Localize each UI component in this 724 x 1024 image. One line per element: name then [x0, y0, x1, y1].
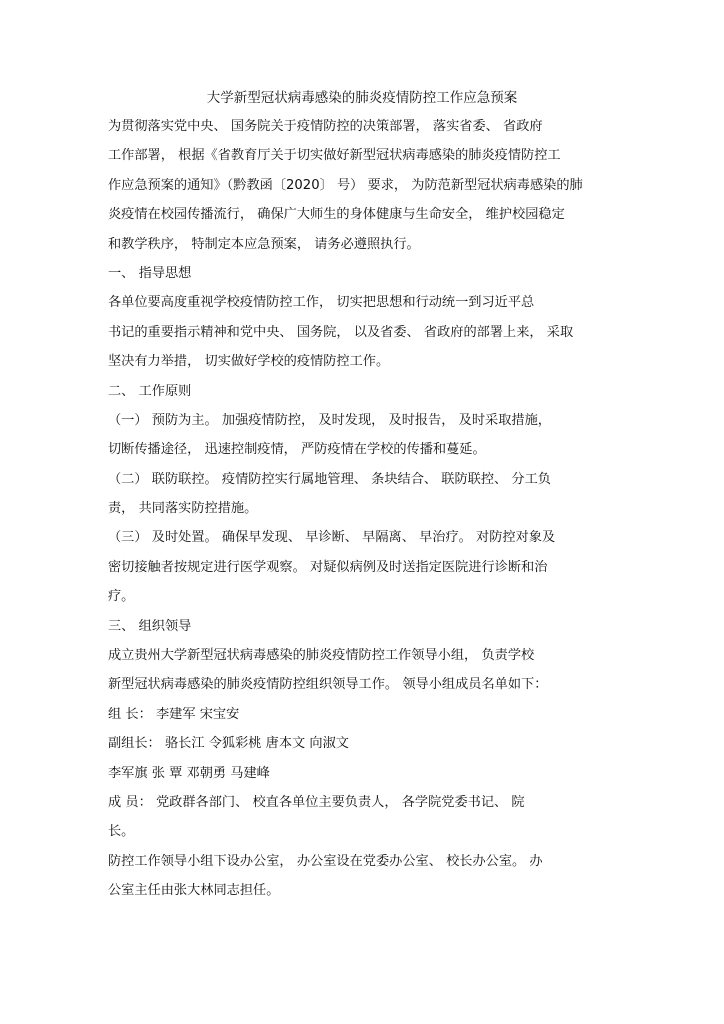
document-body: [108, 116, 708, 910]
paragraph-line: 作应急预案的通知》（黔教函〔2020〕 号） 要求， 为防范新型冠状病毒感染的肺: [108, 177, 583, 193]
paragraph-line: 切断传播途径， 迅速控制疫情， 严防疫情在学校的传播和蔓延。: [108, 442, 486, 458]
paragraph-line: 成 员： 党政群各部门、 校直各单位主要负责人， 各学院党委书记、 院: [108, 794, 525, 810]
section-heading: 一、 指导思想: [108, 265, 192, 281]
document-title: 大学新型冠状病毒感染的肺炎疫情防控工作应急预案: [206, 90, 518, 106]
paragraph-line: 炎疫情在校园传播流行， 确保广大师生的身体健康与生命安全， 维护校园稳定: [108, 207, 565, 223]
paragraph-line: 和教学秩序， 特制定本应急预案， 请务必遵照执行。: [108, 236, 420, 252]
paragraph-line: 长。: [108, 824, 135, 840]
paragraph-line: 成立贵州大学新型冠状病毒感染的肺炎疫情防控工作领导小组， 负责学校: [108, 648, 535, 664]
paragraph-line: 坚决有力举措， 切实做好学校的疫情防控工作。: [108, 354, 390, 370]
section-heading: 三、 组织领导: [108, 618, 192, 634]
paragraph-line: 李军旗 张 覃 邓朝勇 马建峰: [108, 765, 270, 781]
section-heading: 二、 工作原则: [108, 383, 192, 399]
paragraph-line: 防控工作领导小组下设办公室， 办公室设在党委办公室、 校长办公室。 办: [108, 853, 543, 869]
paragraph-line: （二） 联防联控。 疫情防控实行属地管理、 条块结合、 联防联控、 分工负: [108, 471, 551, 487]
paragraph-line: 责， 共同落实防控措施。: [108, 501, 258, 517]
paragraph-line: 密切接触者按规定进行医学观察。 对疑似病例及时送指定医院进行诊断和治: [108, 559, 548, 575]
paragraph-line: 书记的重要指示精神和党中央、 国务院， 以及省委、 省政府的部署上来， 采取: [108, 324, 574, 340]
paragraph-line: 组 长： 李建军 宋宝安: [108, 706, 240, 722]
paragraph-line: （三） 及时处置。 确保早发现、 早诊断、 早隔离、 早治疗。 对防控对象及: [108, 530, 556, 546]
paragraph-line: 为贯彻落实党中央、 国务院关于疫情防控的决策部署， 落实省委、 省政府: [108, 119, 543, 134]
paragraph-line: 副组长： 骆长江 令狐彩桃 唐本文 向淑文: [108, 736, 349, 752]
paragraph-line: 疗。: [108, 589, 135, 605]
paragraph-line: 工作部署， 根据《省教育厅关于切实做好新型冠状病毒感染的肺炎疫情防控工: [108, 148, 561, 164]
paragraph-line: 公室主任由张大林同志担任。: [108, 883, 280, 899]
paragraph-line: 新型冠状病毒感染的肺炎疫情防控组织领导工作。 领导小组成员名单如下：: [108, 677, 548, 693]
paragraph-line: （一） 预防为主。 加强疫情防控， 及时发现， 及时报告， 及时采取措施，: [108, 412, 551, 428]
paragraph-line: 各单位要高度重视学校疫情防控工作， 切实把思想和行动统一到习近平总: [108, 295, 535, 311]
